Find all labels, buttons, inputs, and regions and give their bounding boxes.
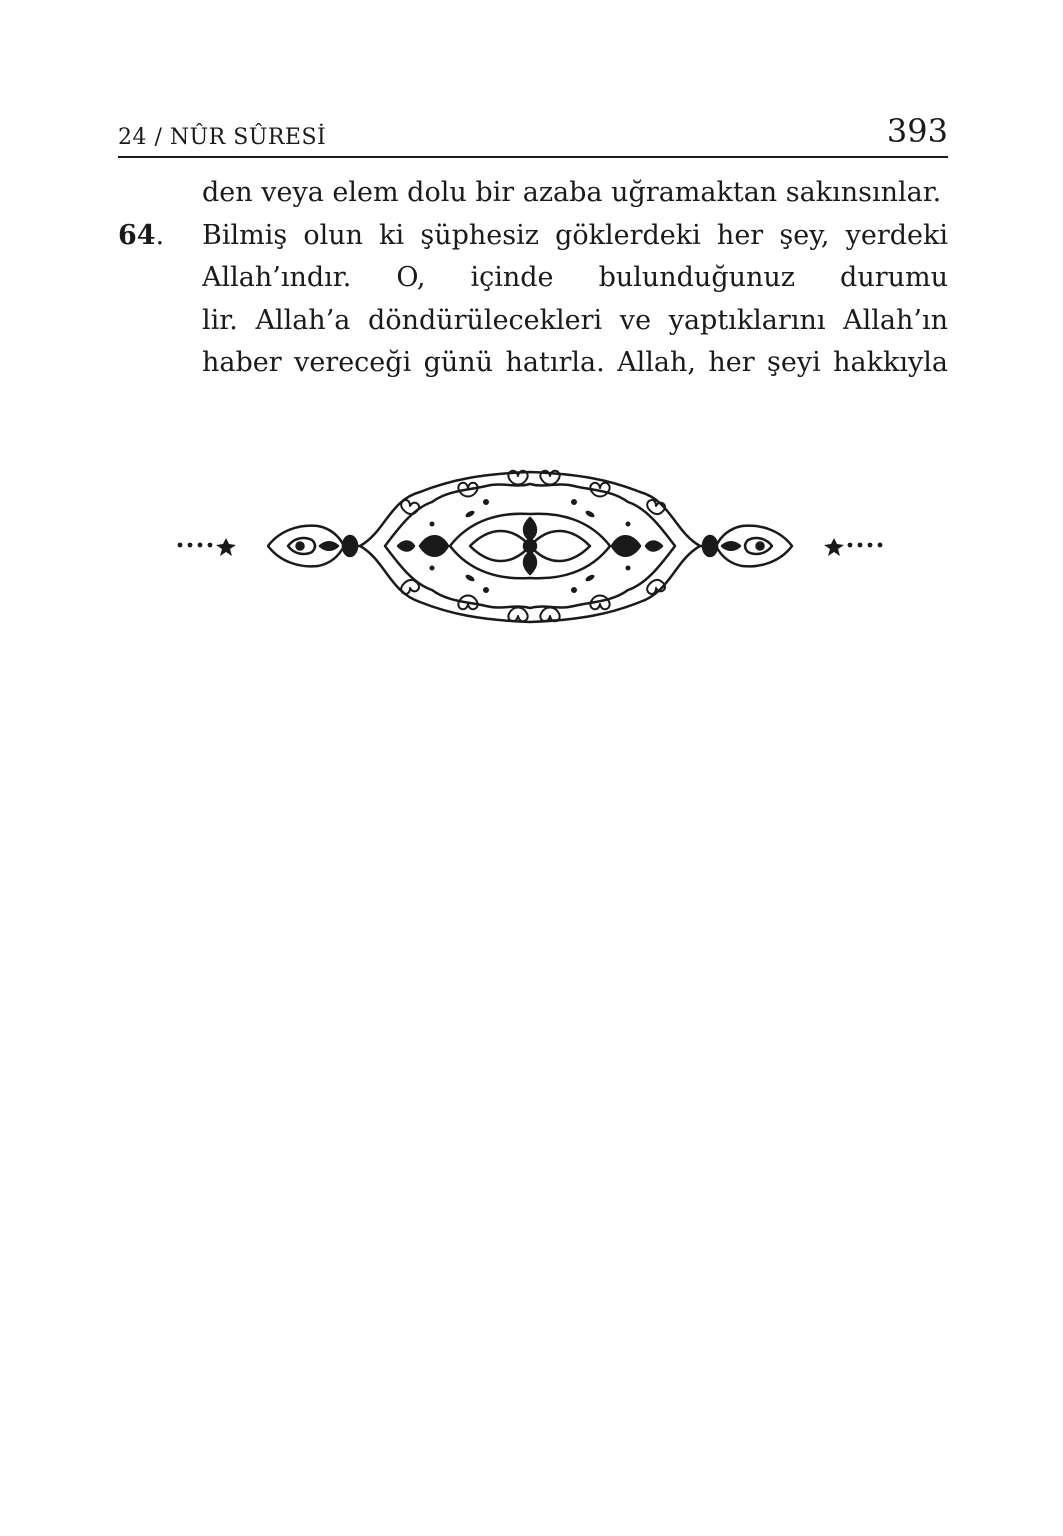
- verse-line-2: Allah’ındır. O, içinde bulunduğunuz durumu: [202, 262, 948, 293]
- verse-line: [118, 257, 948, 300]
- verse-line-3: lir. Allah’a döndürülecekleri ve yaptıklarını Allah’ın: [202, 304, 948, 336]
- verse-line-4: haber vereceği günü hatırla. Allah, her şeyi hakkıyla: [202, 347, 948, 378]
- page-number: 393: [886, 112, 948, 150]
- running-header: [118, 112, 948, 158]
- verse-number-value: 64: [118, 219, 156, 251]
- verse-number-suffix: .: [155, 219, 165, 251]
- verse-line-1: Bilmiş olun ki şüphesiz göklerdeki her şey, yerdeki: [202, 219, 948, 251]
- verse-line: [118, 342, 948, 385]
- verse-line: [118, 215, 948, 258]
- verse-line: [118, 300, 948, 343]
- text-line: [118, 172, 948, 215]
- body-text: [118, 172, 948, 385]
- running-title: 24 / NÛR SÛRESİ: [118, 125, 327, 150]
- continuation-line: den veya elem dolu bir azaba uğramaktan sakınsınlar.: [202, 177, 942, 208]
- verse-number: [118, 215, 164, 258]
- floral-ornament-icon: [170, 462, 890, 647]
